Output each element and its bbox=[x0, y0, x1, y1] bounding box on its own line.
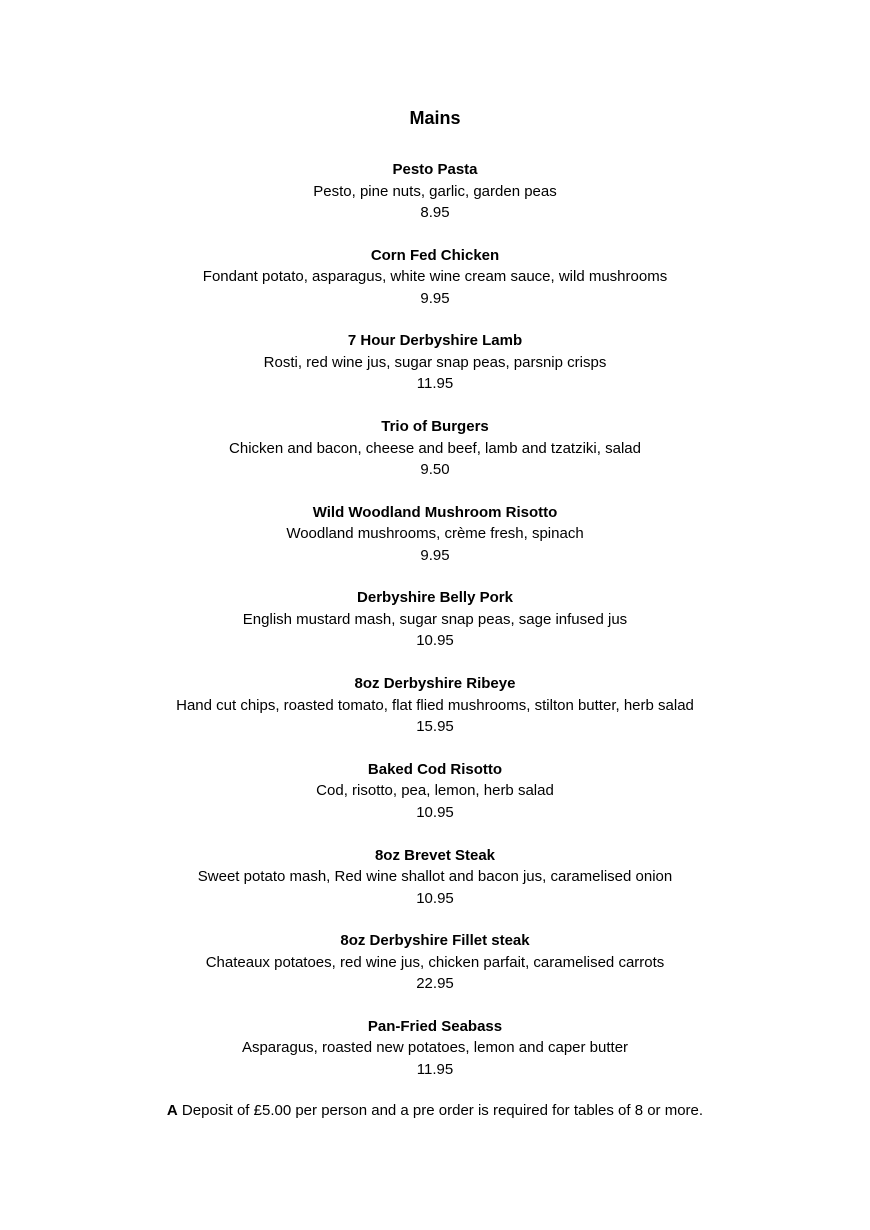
menu-item bbox=[0, 845, 870, 931]
dish-price: 9.95 bbox=[420, 289, 450, 307]
dish-price: 11.95 bbox=[416, 1060, 454, 1078]
dish-name: 7 Hour Derbyshire Lamb bbox=[347, 332, 523, 350]
dish-description: Chicken and bacon, cheese and beef, lamb and tzatziki, salad bbox=[229, 439, 641, 457]
menu-item bbox=[0, 759, 870, 845]
dish-price: 10.95 bbox=[416, 632, 454, 650]
menu-item bbox=[0, 245, 870, 331]
dish-description: Asparagus, roasted new potatoes, lemon and caper butter bbox=[241, 1039, 629, 1057]
dish-name: 8oz Derbyshire Fillet steak bbox=[340, 932, 530, 950]
dish-price: 10.95 bbox=[416, 803, 454, 821]
dish-price: 9.50 bbox=[420, 461, 450, 479]
menu-item bbox=[0, 502, 870, 588]
dish-description: Cod, risotto, pea, lemon, herb salad bbox=[316, 782, 554, 800]
dish-name: Wild Woodland Mushroom Risotto bbox=[312, 503, 558, 521]
page-title: Mains bbox=[409, 108, 461, 128]
dish-price: 22.95 bbox=[416, 975, 454, 993]
menu-list bbox=[0, 159, 870, 1102]
dish-price: 10.95 bbox=[416, 889, 454, 907]
menu-item bbox=[0, 1016, 870, 1102]
dish-description: Fondant potato, asparagus, white wine cream sauce, wild mushrooms bbox=[202, 268, 668, 286]
dish-description: Rosti, red wine jus, sugar snap peas, parsnip crisps bbox=[263, 353, 607, 371]
dish-name: Trio of Burgers bbox=[381, 418, 489, 436]
dish-name: Derbyshire Belly Pork bbox=[357, 589, 513, 607]
dish-description: Chateaux potatoes, red wine jus, chicken parfait, caramelised carrots bbox=[205, 953, 665, 971]
deposit-note-lead: A bbox=[166, 1102, 178, 1119]
deposit-note-text: Deposit of £5.00 per person and a pre order is required for tables of 8 or more. bbox=[177, 1102, 704, 1119]
dish-description: Woodland mushrooms, crème fresh, spinach bbox=[286, 525, 584, 543]
dish-name: 8oz Derbyshire Ribeye bbox=[354, 675, 516, 693]
dish-description: English mustard mash, sugar snap peas, sage infused jus bbox=[242, 610, 628, 628]
menu-item bbox=[0, 587, 870, 673]
dish-name: Pesto Pasta bbox=[392, 161, 478, 178]
dish-price: 8.95 bbox=[420, 204, 450, 221]
menu-item bbox=[0, 330, 870, 416]
dish-name: Baked Cod Risotto bbox=[367, 760, 503, 778]
dish-name: Pan-Fried Seabass bbox=[367, 1017, 503, 1035]
dish-description: Pesto, pine nuts, garlic, garden peas bbox=[313, 182, 557, 200]
menu-item bbox=[0, 159, 870, 245]
menu-item bbox=[0, 930, 870, 1016]
menu-item bbox=[0, 416, 870, 502]
dish-price: 15.95 bbox=[416, 718, 454, 736]
dish-name: 8oz Brevet Steak bbox=[374, 846, 496, 864]
dish-description: Sweet potato mash, Red wine shallot and bacon jus, caramelised onion bbox=[197, 868, 673, 885]
menu-item bbox=[0, 673, 870, 759]
dish-price: 11.95 bbox=[416, 375, 454, 393]
dish-name: Corn Fed Chicken bbox=[370, 246, 500, 264]
dish-description: Hand cut chips, roasted tomato, flat flied mushrooms, stilton butter, herb salad bbox=[176, 696, 694, 714]
deposit-note bbox=[0, 1100, 870, 1121]
dish-price: 9.95 bbox=[420, 546, 450, 564]
